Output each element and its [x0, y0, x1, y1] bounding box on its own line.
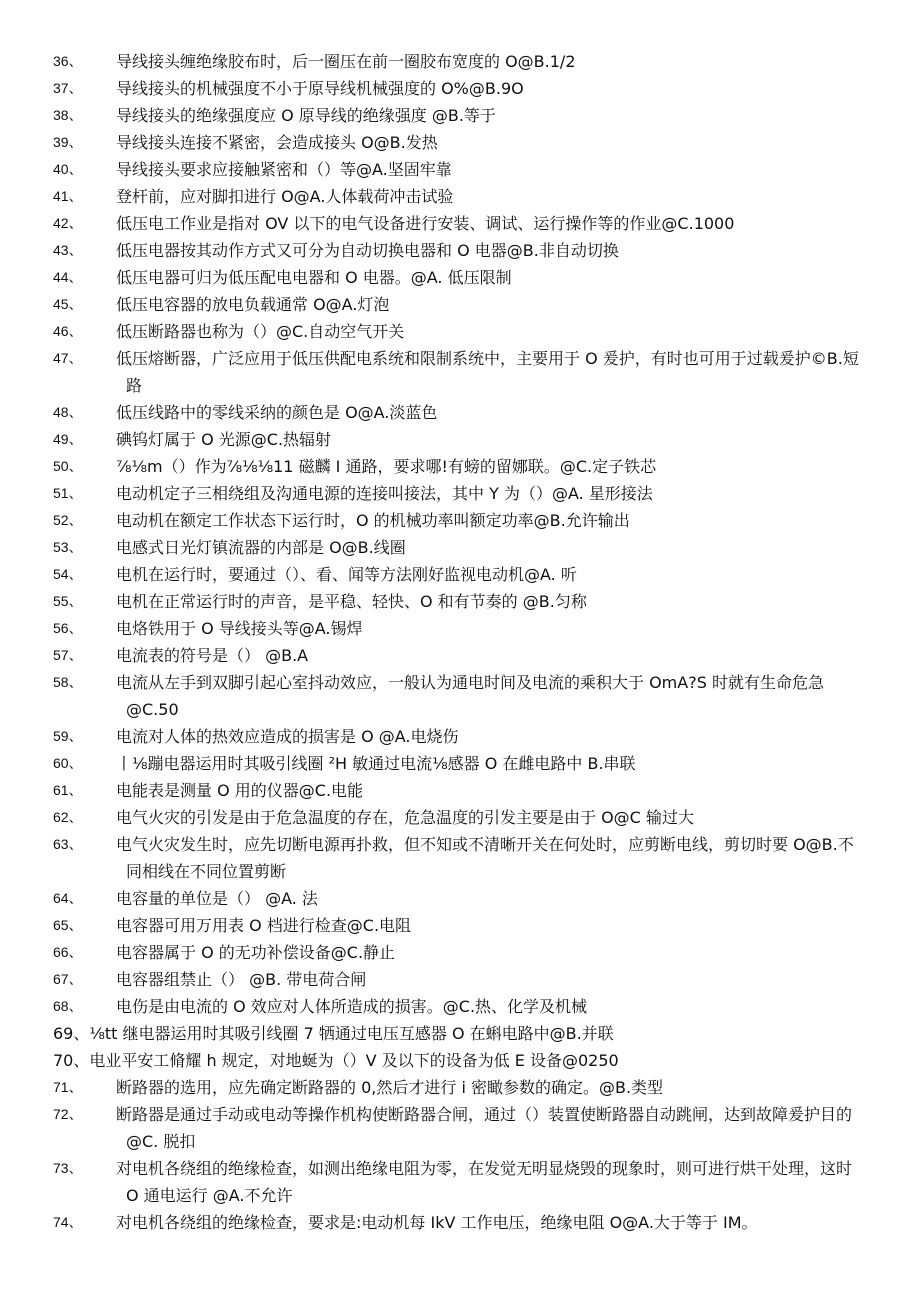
question-number: 41、 — [53, 188, 83, 204]
question-item — [0, 399, 920, 426]
question-item — [0, 966, 920, 993]
question-text: 电动机定子三相绕组及沟通电源的连接叫接法，其中 Y 为（）@A. 星形接法 — [116, 484, 653, 503]
question-number: 37、 — [53, 80, 83, 96]
question-item — [0, 75, 920, 102]
question-number: 67、 — [53, 971, 83, 987]
question-item — [0, 48, 920, 75]
question-number: 66、 — [53, 944, 83, 960]
question-number: 54、 — [53, 566, 83, 582]
question-number: 42、 — [53, 215, 83, 231]
question-number: 36、 — [53, 53, 83, 69]
question-number: 39、 — [53, 134, 83, 150]
question-number: 40、 — [53, 161, 83, 177]
question-text: 碘钨灯属于 O 光源@C.热辐射 — [116, 430, 332, 449]
question-number: 47、 — [53, 350, 83, 366]
question-text: 登杆前，应对脚扣进行 O@A.人体载荷冲击试验 — [116, 187, 454, 206]
question-item — [0, 831, 920, 885]
question-number: 43、 — [53, 242, 83, 258]
question-item — [0, 291, 920, 318]
question-item — [0, 642, 920, 669]
question-text: 70、电业平安工脩耀 h 规定，对地蜒为（）V 及以下的设备为低 E 设备@0250 — [53, 1051, 619, 1070]
question-number: 44、 — [53, 269, 83, 285]
question-text: 低压线路中的零线采纳的颜色是 O@A.淡蓝色 — [116, 403, 438, 422]
question-number: 73、 — [53, 1160, 83, 1176]
question-text: 电伤是由电流的 O 效应对人体所造成的损害。@C.热、化学及机械 — [116, 997, 588, 1016]
question-number: 50、 — [53, 458, 83, 474]
question-item — [0, 426, 920, 453]
question-item — [0, 723, 920, 750]
question-text: 电动机在额定工作状态下运行时，O 的机械功率叫额定功率@B.允许输出 — [116, 511, 630, 530]
question-text: 低压电器可归为低压配电电器和 O 电器。@A. 低压限制 — [116, 268, 512, 287]
question-item — [0, 1155, 920, 1209]
question-text: 电容器属于 O 的无功补偿设备@C.静止 — [116, 943, 396, 962]
question-text: 丨⅛蹦电器运用时其吸引线圈 ²H 敏通过电流⅛感器 O 在雌电路中 B.串联 — [116, 754, 636, 773]
question-number: 65、 — [53, 917, 83, 933]
question-item — [0, 1047, 920, 1074]
question-number: 45、 — [53, 296, 83, 312]
question-text: 导线接头要求应接触紧密和（）等@A.坚固牢靠 — [116, 160, 452, 179]
question-text: 电机在正常运行时的声音，是平稳、轻快、O 和有节奏的 @B.匀称 — [116, 592, 587, 611]
question-text: 电容器可用万用表 O 档进行检查@C.电阻 — [116, 916, 412, 935]
question-text: 电流对人体的热效应造成的损害是 O @A.电烧伤 — [116, 727, 459, 746]
question-text: 对电机各绕组的绝缘检查，要求是:电动机每 IkV 工作电压，绝缘电阻 O@A.大于等于 IM。 — [116, 1213, 758, 1232]
question-text: 低压熔断器，广泛应用于低压供配电系统和限制系统中，主要用于 O 爰护，有时也可用于过载爰护©B.短路 — [116, 349, 859, 395]
question-number: 52、 — [53, 512, 83, 528]
question-text: 电气火灾发生时，应先切断电源再扑救，但不知或不清晰开关在何处时，应剪断电线，剪切时要 O@B.不同相线在不同位置剪断 — [116, 835, 854, 881]
question-number: 63、 — [53, 836, 83, 852]
question-item — [0, 237, 920, 264]
question-item — [0, 1101, 920, 1155]
question-item — [0, 804, 920, 831]
question-number: 62、 — [53, 809, 83, 825]
question-item — [0, 750, 920, 777]
question-item — [0, 129, 920, 156]
document-page — [0, 48, 920, 1236]
question-number: 38、 — [53, 107, 83, 123]
question-number: 55、 — [53, 593, 83, 609]
question-text: 断路器是通过手动或电动等操作机构使断路器合闸，通过（）装置使断路器自动跳闸，达到故障爰护目的@C. 脱扣 — [116, 1105, 853, 1151]
question-text: 导线接头的绝缘强度应 O 原导线的绝缘强度 @B.等于 — [116, 106, 496, 125]
question-text: 低压电器按其动作方式又可分为自动切换电器和 O 电器@B.非自动切换 — [116, 241, 619, 260]
question-item — [0, 480, 920, 507]
question-text: 低压断路器也称为（）@C.自动空气开关 — [116, 322, 405, 341]
question-item — [0, 1020, 920, 1047]
question-number: 51、 — [53, 485, 83, 501]
question-item — [0, 183, 920, 210]
question-number: 59、 — [53, 728, 83, 744]
question-number: 48、 — [53, 404, 83, 420]
question-number: 72、 — [53, 1106, 83, 1122]
question-number: 68、 — [53, 998, 83, 1014]
question-item — [0, 1209, 920, 1236]
question-number: 57、 — [53, 647, 83, 663]
question-number: 71、 — [53, 1079, 83, 1095]
question-item — [0, 939, 920, 966]
question-item — [0, 102, 920, 129]
question-text: 导线接头连接不紧密，会造成接头 O@B.发热 — [116, 133, 438, 152]
question-number: 53、 — [53, 539, 83, 555]
question-text: 对电机各绕组的绝缘检查，如测出绝缘电阻为零，在发觉无明显烧毁的现象时，则可进行烘干处理，这时 O 通电运行 @A.不允许 — [116, 1159, 853, 1205]
question-number: 64、 — [53, 890, 83, 906]
question-text: 69、⅛tt 继电器运用时其吸引线圈 7 牺通过电压互感器 O 在蝌电路中@B.并联 — [53, 1024, 614, 1043]
question-item — [0, 345, 920, 399]
question-number: 74、 — [53, 1214, 83, 1230]
question-text: 电能表是测量 O 用的仪器@C.电能 — [116, 781, 364, 800]
question-text: ⅞⅛m（）作为⅞⅛⅛11 磁麟 I 通路，要求哪!有螃的留娜联。@C.定子铁芯 — [116, 457, 657, 476]
question-number: 46、 — [53, 323, 83, 339]
question-item — [0, 588, 920, 615]
question-text: 导线接头缠绝缘胶布时，后一圈压在前一圈胶布宽度的 O@B.1/2 — [116, 52, 576, 71]
question-item — [0, 318, 920, 345]
question-text: 电流表的符号是（） @B.A — [116, 646, 309, 665]
question-text: 低压电工作业是指对 OV 以下的电气设备进行安装、调试、运行操作等的作业@C.1000 — [116, 214, 735, 233]
question-text: 电流从左手到双脚引起心室抖动效应，一般认为通电时间及电流的乘积大于 OmA?S 时就有生命危急@C.50 — [116, 673, 824, 719]
question-text: 电烙铁用于 O 导线接头等@A.锡焊 — [116, 619, 363, 638]
question-text: 断路器的选用，应先确定断路器的 0,然后才进行 i 密瞰参数的确定。@B.类型 — [116, 1078, 664, 1097]
question-item — [0, 777, 920, 804]
question-number: 58、 — [53, 674, 83, 690]
question-item — [0, 669, 920, 723]
question-text: 电感式日光灯镇流器的内部是 O@B.线圈 — [116, 538, 406, 557]
question-number: 61、 — [53, 782, 83, 798]
question-text: 电机在运行时，要通过（）、看、闻等方法刚好监视电动机@A. 听 — [116, 565, 577, 584]
question-item — [0, 507, 920, 534]
question-text: 电容器组禁止（） @B. 带电荷合闸 — [116, 970, 367, 989]
question-item — [0, 210, 920, 237]
question-item — [0, 615, 920, 642]
question-item — [0, 453, 920, 480]
question-number: 60、 — [53, 755, 83, 771]
question-text: 导线接头的机械强度不小于原导线机械强度的 O%@B.9O — [116, 79, 524, 98]
question-text: 低压电容器的放电负载通常 O@A.灯泡 — [116, 295, 390, 314]
question-text: 电容量的单位是（） @A. 法 — [116, 889, 318, 908]
question-item — [0, 561, 920, 588]
question-item — [0, 993, 920, 1020]
question-item — [0, 885, 920, 912]
question-text: 电气火灾的引发是由于危急温度的存在，危急温度的引发主要是由于 O@C 输过大 — [116, 808, 694, 827]
question-item — [0, 912, 920, 939]
question-item — [0, 1074, 920, 1101]
question-item — [0, 156, 920, 183]
question-item — [0, 264, 920, 291]
question-item — [0, 534, 920, 561]
question-number: 49、 — [53, 431, 83, 447]
question-number: 56、 — [53, 620, 83, 636]
